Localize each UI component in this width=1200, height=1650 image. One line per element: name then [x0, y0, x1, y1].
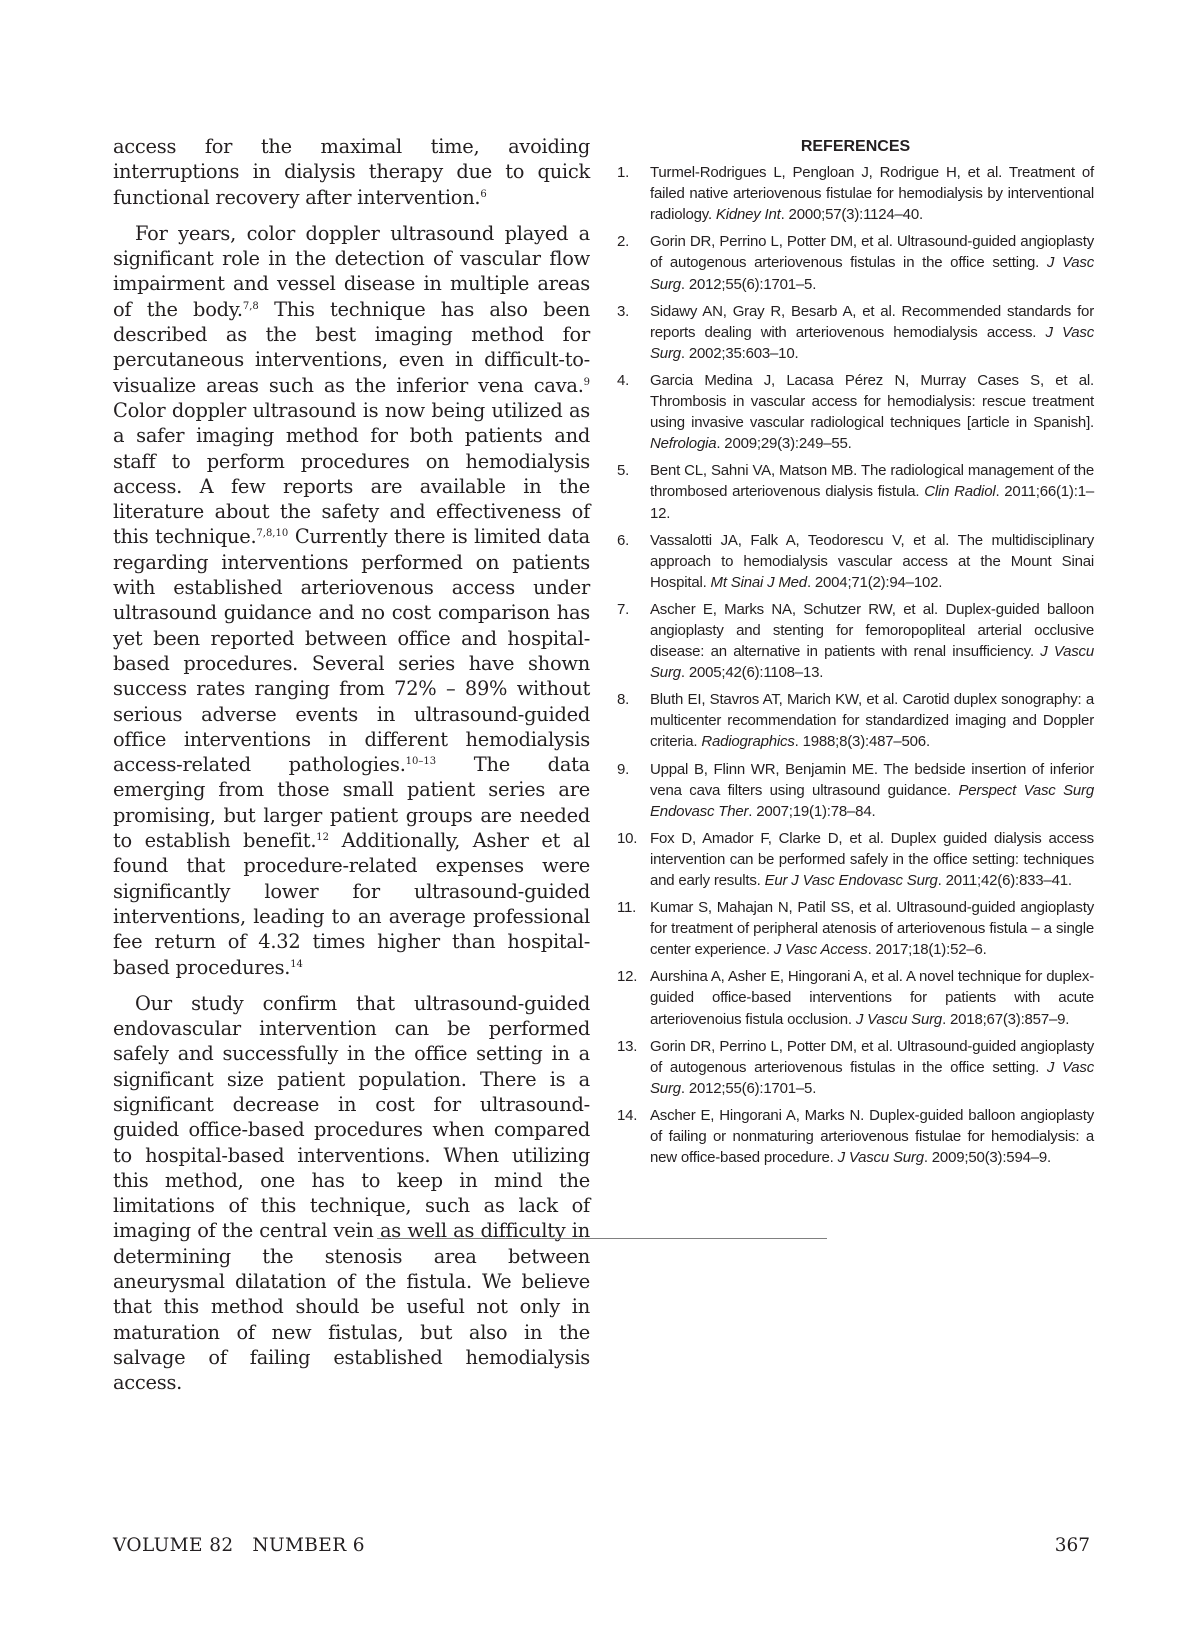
- reference-number: 4.: [617, 371, 630, 389]
- body-text-column: [113, 134, 590, 1396]
- citation-superscript: 9: [583, 376, 590, 388]
- references-column: [617, 136, 1094, 1174]
- body-paragraph-1: access for the maximal time, avoiding interruptions in dialysis therapy due to quick functional recovery after intervention.$^6$: [113, 135, 590, 209]
- reference-journal: Nefrologia: [650, 435, 717, 453]
- reference-authors-title: Turmel-Rodrigues L, Pengloan J, Rodrigue H, et al. Treatment of failed native arteriovenous fistulae for hemodialysis by interventional radiology.: [650, 164, 1094, 224]
- reference-item: [617, 530, 1094, 593]
- reference-authors-title: Aurshina A, Asher E, Hingorani A, et al. A novel technique for duplex-guided office-based interventions for patients with acute arteriovenoius fistula occlusion.: [650, 968, 1094, 1028]
- reference-citation: . 2011;66(1):1–12.: [650, 483, 1094, 522]
- reference-journal: J Vascu Surg: [837, 1149, 924, 1167]
- reference-authors-title: Ascher E, Marks NA, Schutzer RW, et al. Duplex-guided balloon angioplasty and stenting for femoropopliteal arterial occlusive disease: an alternative in patients with renal insufficiency.: [650, 600, 1094, 661]
- reference-item: [617, 370, 1094, 454]
- page-number: 367: [1054, 1535, 1090, 1556]
- reference-citation: . 2009;50(3):594–9.: [923, 1149, 1051, 1167]
- reference-citation: . 2007;19(1):78–84.: [748, 802, 876, 820]
- reference-authors-title: Bluth EI, Stavros AT, Marich KW, et al. Carotid duplex sonography: a multicenter recommendation for standardized imaging and Doppler criteria.: [650, 691, 1094, 751]
- reference-citation: . 1988;8(3):487–506.: [794, 733, 930, 751]
- reference-item: [617, 162, 1094, 225]
- reference-number: 5.: [617, 462, 630, 480]
- reference-number: 2.: [617, 233, 630, 251]
- reference-citation: . 2000;57(3):1124–40.: [780, 206, 923, 224]
- reference-item: [617, 828, 1094, 891]
- citation-superscript: 12: [316, 832, 329, 844]
- reference-citation: . 2002;35:603–10.: [680, 344, 799, 362]
- reference-number: 14.: [617, 1106, 638, 1124]
- reference-citation: . 2009;29(3):249–55.: [716, 435, 852, 453]
- reference-citation: . 2012;55(6):1701–5.: [680, 275, 817, 293]
- reference-journal: Radiographics: [701, 733, 795, 751]
- reference-authors-title: Gorin DR, Perrino L, Potter DM, et al. Ultrasound-guided angioplasty of autogenous arteriovenous fistulas in the office setting.: [650, 233, 1094, 272]
- body-paragraph-3: Our study confirm that ultrasound-guided endovascular intervention can be performed safely and successfully in the office setting in a significant size patient population. There is a significant decrease in cost for ultrasound-guided office-based procedures when compared to hospital-based interventions. When utilizing this method, one has to keep in mind the limitations of this technique, such as lack of imaging of the central vein as well as difficulty in determining the stenosis area between aneurysmal dilatation of the fistula. We believe that this method should be useful not only in maturation of new fistulas, but also in the salvage of failing established hemodialysis access.: [113, 991, 590, 1395]
- reference-authors-title: Sidawy AN, Gray R, Besarb A, et al. Recommended standards for reports dealing with arteriovenous hemodialysis access.: [650, 302, 1094, 341]
- reference-citation: . 2005;42(6):1108–13.: [680, 664, 824, 682]
- footer-volume: VOLUME 82 NUMBER 6: [113, 1535, 365, 1556]
- reference-number: 9.: [617, 760, 630, 778]
- reference-item: [617, 689, 1094, 752]
- reference-citation: . 2011;42(6):833–41.: [937, 872, 1072, 889]
- reference-item: [617, 897, 1094, 960]
- reference-journal: J Vasc Surg: [650, 1058, 1095, 1097]
- reference-authors-title: Gorin DR, Perrino L, Potter DM, et al. Ultrasound-guided angioplasty of autogenous arteriovenous fistulas in the office setting.: [650, 1037, 1094, 1076]
- reference-number: 8.: [617, 691, 630, 709]
- reference-authors-title: Kumar S, Mahajan N, Patil SS, et al. Ultrasound-guided angioplasty for treatment of peripheral atenosis of arteriovenous fistula – a single center experience.: [650, 899, 1094, 959]
- reference-number: 13.: [617, 1037, 638, 1055]
- reference-journal: J Vasc Access: [773, 941, 868, 959]
- reference-authors-title: Garcia Medina J, Lacasa Pérez N, Murray Cases S, et al. Thrombosis in vascular access for hemodialysis: rescue treatment using invasive vascular radiological techniques [article in Spanish].: [650, 371, 1094, 432]
- reference-number: 7.: [617, 600, 630, 618]
- reference-item: [617, 759, 1094, 822]
- reference-list: [617, 162, 1094, 1168]
- body-paragraph-2: For years, color doppler ultrasound played a significant role in the detection of vascular flow impairment and vessel disease in multiple areas of the body.$^{7,8}$ This technique has also been described as the best imaging method for percutaneous interventions, even in difficult-to-visualize areas such as the inferior vena cava.$^9$ Color doppler ultrasound is now being utilized as a safer imaging method for both patients and staff to perform procedures on hemodialysis access. A few reports are available in the literature about the safety and effectiveness of this technique.$^{7,8,10}$ Currently there is limited data regarding interventions performed on patients with established arteriovenous access under ultrasound guidance and no cost comparison has yet been reported between office and hospital-based procedures. Several series have shown success rates ranging from 72% – 89% without serious adverse events in ultrasound-guided office interventions in different hemodialysis access-related pathologies.$^{10-13}$ The data emerging from those small patient series are promising, but larger patient groups are needed to establish benefit.$^{12}$ Additionally, Asher et al found that procedure-related expenses were significantly lower for ultrasound-guided interventions, leading to an average professional fee return of 4.32 times higher than hospital-based procedures.$^{14}$: [113, 221, 590, 979]
- reference-citation: . 2004;71(2):94–102.: [806, 573, 943, 591]
- reference-number: 6.: [617, 531, 630, 549]
- reference-journal: Mt Sinai J Med: [710, 573, 807, 591]
- reference-journal: J Vasc Surg: [650, 323, 1094, 362]
- reference-citation: . 2018;67(3):857–9.: [942, 1010, 1070, 1028]
- reference-item: [617, 301, 1094, 364]
- citation-superscript: 7,8: [242, 300, 259, 312]
- citation-superscript: 7,8,10: [256, 528, 289, 540]
- reference-item: [617, 599, 1094, 683]
- reference-number: 10.: [617, 829, 638, 847]
- citation-superscript: 14: [290, 958, 303, 970]
- references-heading: REFERENCES: [800, 138, 911, 155]
- reference-item: [617, 1036, 1094, 1099]
- reference-authors-title: Vassalotti JA, Falk A, Teodorescu V, et al. The multidisciplinary approach to hemodialysis vascular access at the Mount Sinai Hospital.: [650, 531, 1094, 591]
- reference-item: [617, 231, 1094, 294]
- reference-authors-title: Bent CL, Sahni VA, Matson MB. The radiological management of the thrombosed arteriovenous dialysis fistula.: [650, 462, 1094, 501]
- reference-item: [617, 460, 1094, 523]
- reference-journal: Clin Radiol: [924, 483, 996, 501]
- reference-number: 1.: [617, 164, 630, 182]
- reference-citation: . 2017;18(1):52–6.: [867, 941, 987, 959]
- reference-item: [617, 966, 1094, 1029]
- reference-journal: Perspect Vasc Surg Endovasc Ther: [650, 781, 1094, 820]
- reference-journal: J Vascu Surg: [855, 1010, 943, 1028]
- reference-number: 11.: [617, 899, 637, 917]
- reference-item: [617, 1105, 1094, 1168]
- reference-authors-title: Uppal B, Flinn WR, Benjamin ME. The bedside insertion of inferior vena cava filters using ultrasound guidance.: [650, 760, 1094, 799]
- reference-number: 3.: [617, 302, 630, 320]
- citation-superscript: 6: [480, 188, 487, 200]
- citation-superscript: 10–13: [405, 756, 437, 768]
- reference-journal: J Vasc Surg: [650, 254, 1095, 293]
- reference-citation: . 2012;55(6):1701–5.: [680, 1079, 817, 1097]
- reference-journal: Kidney Int: [715, 206, 781, 224]
- reference-authors-title: Ascher E, Hingorani A, Marks N. Duplex-guided balloon angioplasty of failing or nonmaturing arteriovenous fistulae for hemodialysis: a new office-based procedure.: [650, 1106, 1094, 1167]
- section-divider: [377, 1238, 827, 1239]
- reference-number: 12.: [617, 968, 638, 986]
- reference-authors-title: Fox D, Amador F, Clarke D, et al. Duplex guided dialysis access intervention can be performed safely in the office setting: techniques and early results.: [650, 829, 1094, 889]
- reference-journal: J Vascu Surg: [650, 643, 1094, 682]
- reference-journal: Eur J Vasc Endovasc Surg: [764, 872, 938, 889]
